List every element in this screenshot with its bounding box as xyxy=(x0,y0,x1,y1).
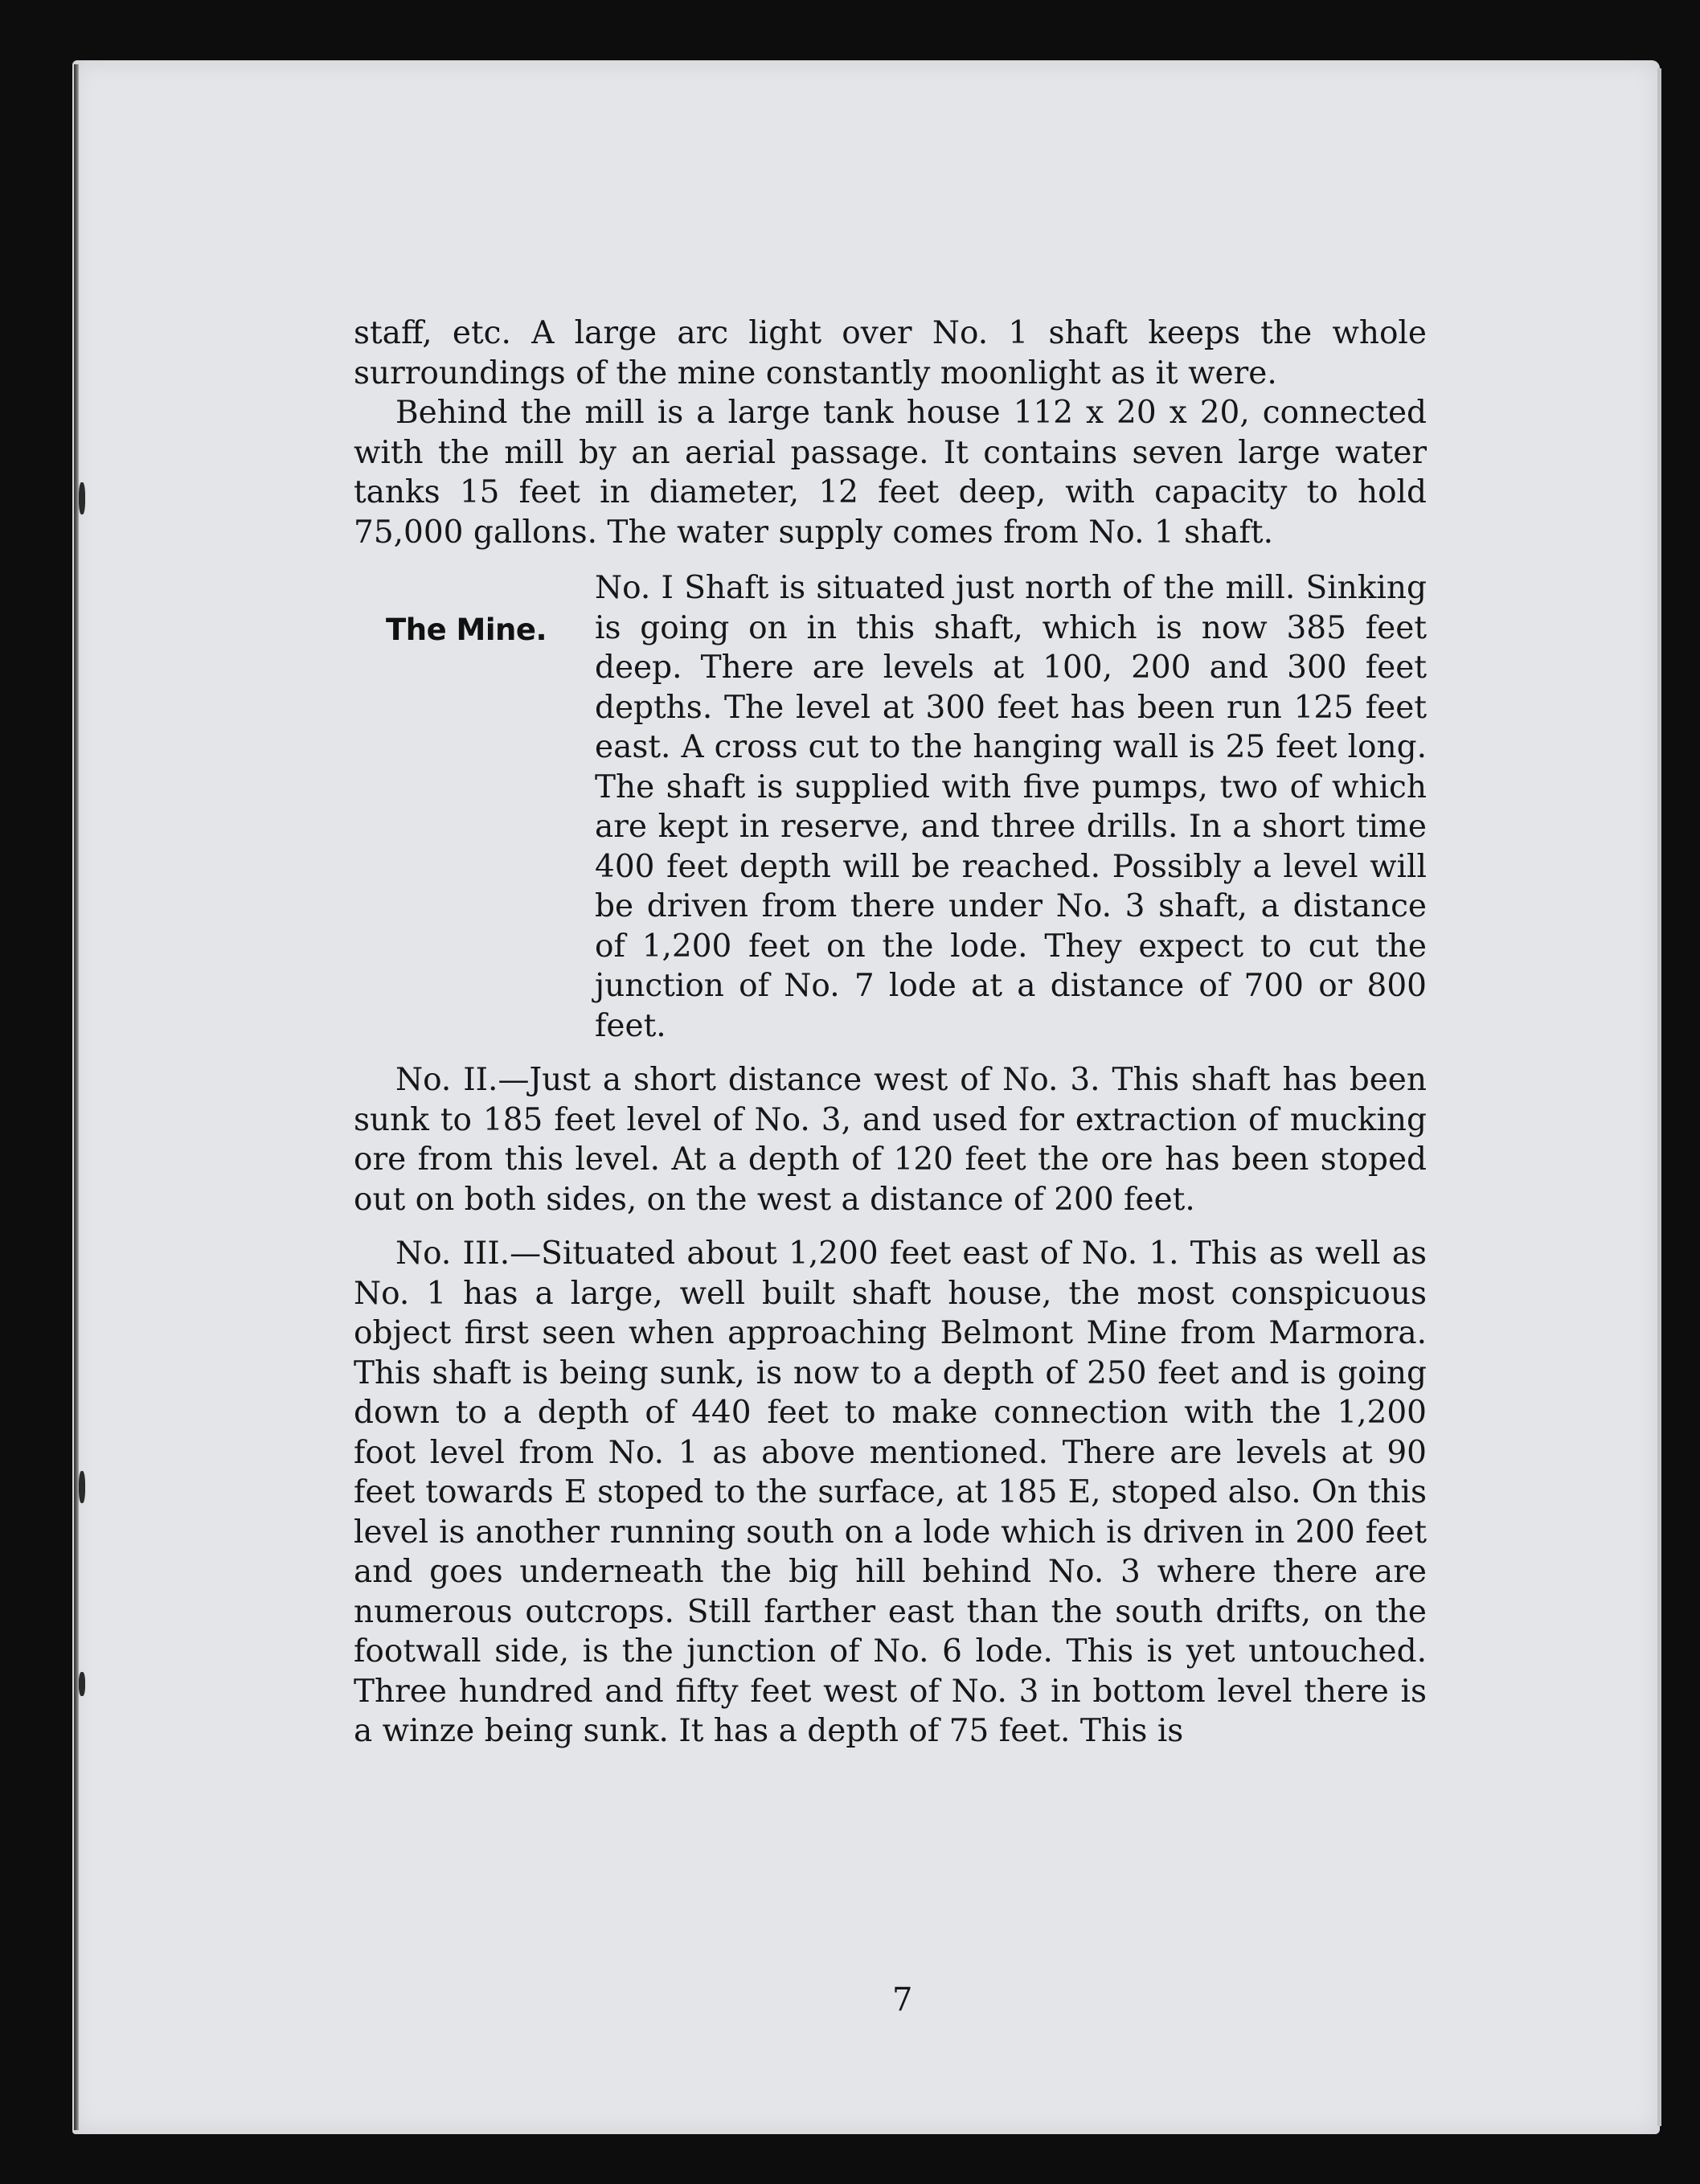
page-number: 7 xyxy=(892,1981,913,2018)
page-edge xyxy=(1657,68,1661,2126)
binding-mark xyxy=(79,482,85,514)
paragraph-staff: staff, etc. A large arc light over No. 1 shaft keeps the whole surroundings of the mine constantly moonlight as it were. xyxy=(354,315,1427,391)
mine-section xyxy=(354,568,1427,1046)
body-text xyxy=(354,313,1427,1752)
paragraph-shaft-two: No. II.—Just a short distance west of No. 3. This shaft has been sunk to 185 feet level of No. 3, and used for extraction of mucking ore from this level. At a depth of 120 feet the ore has been stoped out on both sides, on the west a distance of 200 feet. xyxy=(354,1062,1427,1218)
side-heading-the-mine: The Mine. xyxy=(386,613,547,647)
binding-mark xyxy=(79,1672,85,1696)
binding-mark xyxy=(79,1471,85,1503)
paragraph-shaft-three: No. III.—Situated about 1,200 feet east of No. 1. This as well as No. 1 has a large, well built shaft house, the most conspicuous object first seen when approaching Belmont Mine from Marmora. This shaft is being sunk, is now to a depth of 250 feet and is going down to a depth of 440 feet to make connection with the 1,200 foot level from No. 1 as above mentioned. There are levels at 90 feet towards E stoped to the surface, at 185 E, stoped also. On this level is another running south on a lode which is driven in 200 feet and goes underneath the big hill behind No. 3 where there are numerous outcrops. Still farther east than the south drifts, on the footwall side, is the junction of No. 6 lode. This is yet untouched. Three hundred and fifty feet west of No. 3 in bottom level there is a winze being sunk. It has a depth of 75 feet. This is xyxy=(354,1235,1427,1749)
paragraph-shaft-one-text: No. I Shaft is situated just north of the mill. Sinking is going on in this shaft, which is now 385 feet deep. There are levels at 100, 200 and 300 feet depths. The level at 300 feet has been run 125 feet east. A cross cut to the hanging wall is 25 feet long. The shaft is supplied with five pumps, two of which are kept in reserve, and three drills. In a short time 400 feet depth will be reached. Possibly a level will be driven from there under No. 3 shaft, a distance of 1,200 feet on the lode. They expect to cut the junction of No. 7 lode at a distance of 700 or 800 feet. xyxy=(595,570,1427,1044)
binding-gutter xyxy=(74,64,79,2130)
paragraph-tank-house: Behind the mill is a large tank house 112 x 20 x 20, connected with the mill by an aerial passage. It contains seven large water tanks 15 feet in diameter, 12 feet deep, with capacity to hold 75,000 gallons. The water supply comes from No. 1 shaft. xyxy=(354,395,1427,551)
